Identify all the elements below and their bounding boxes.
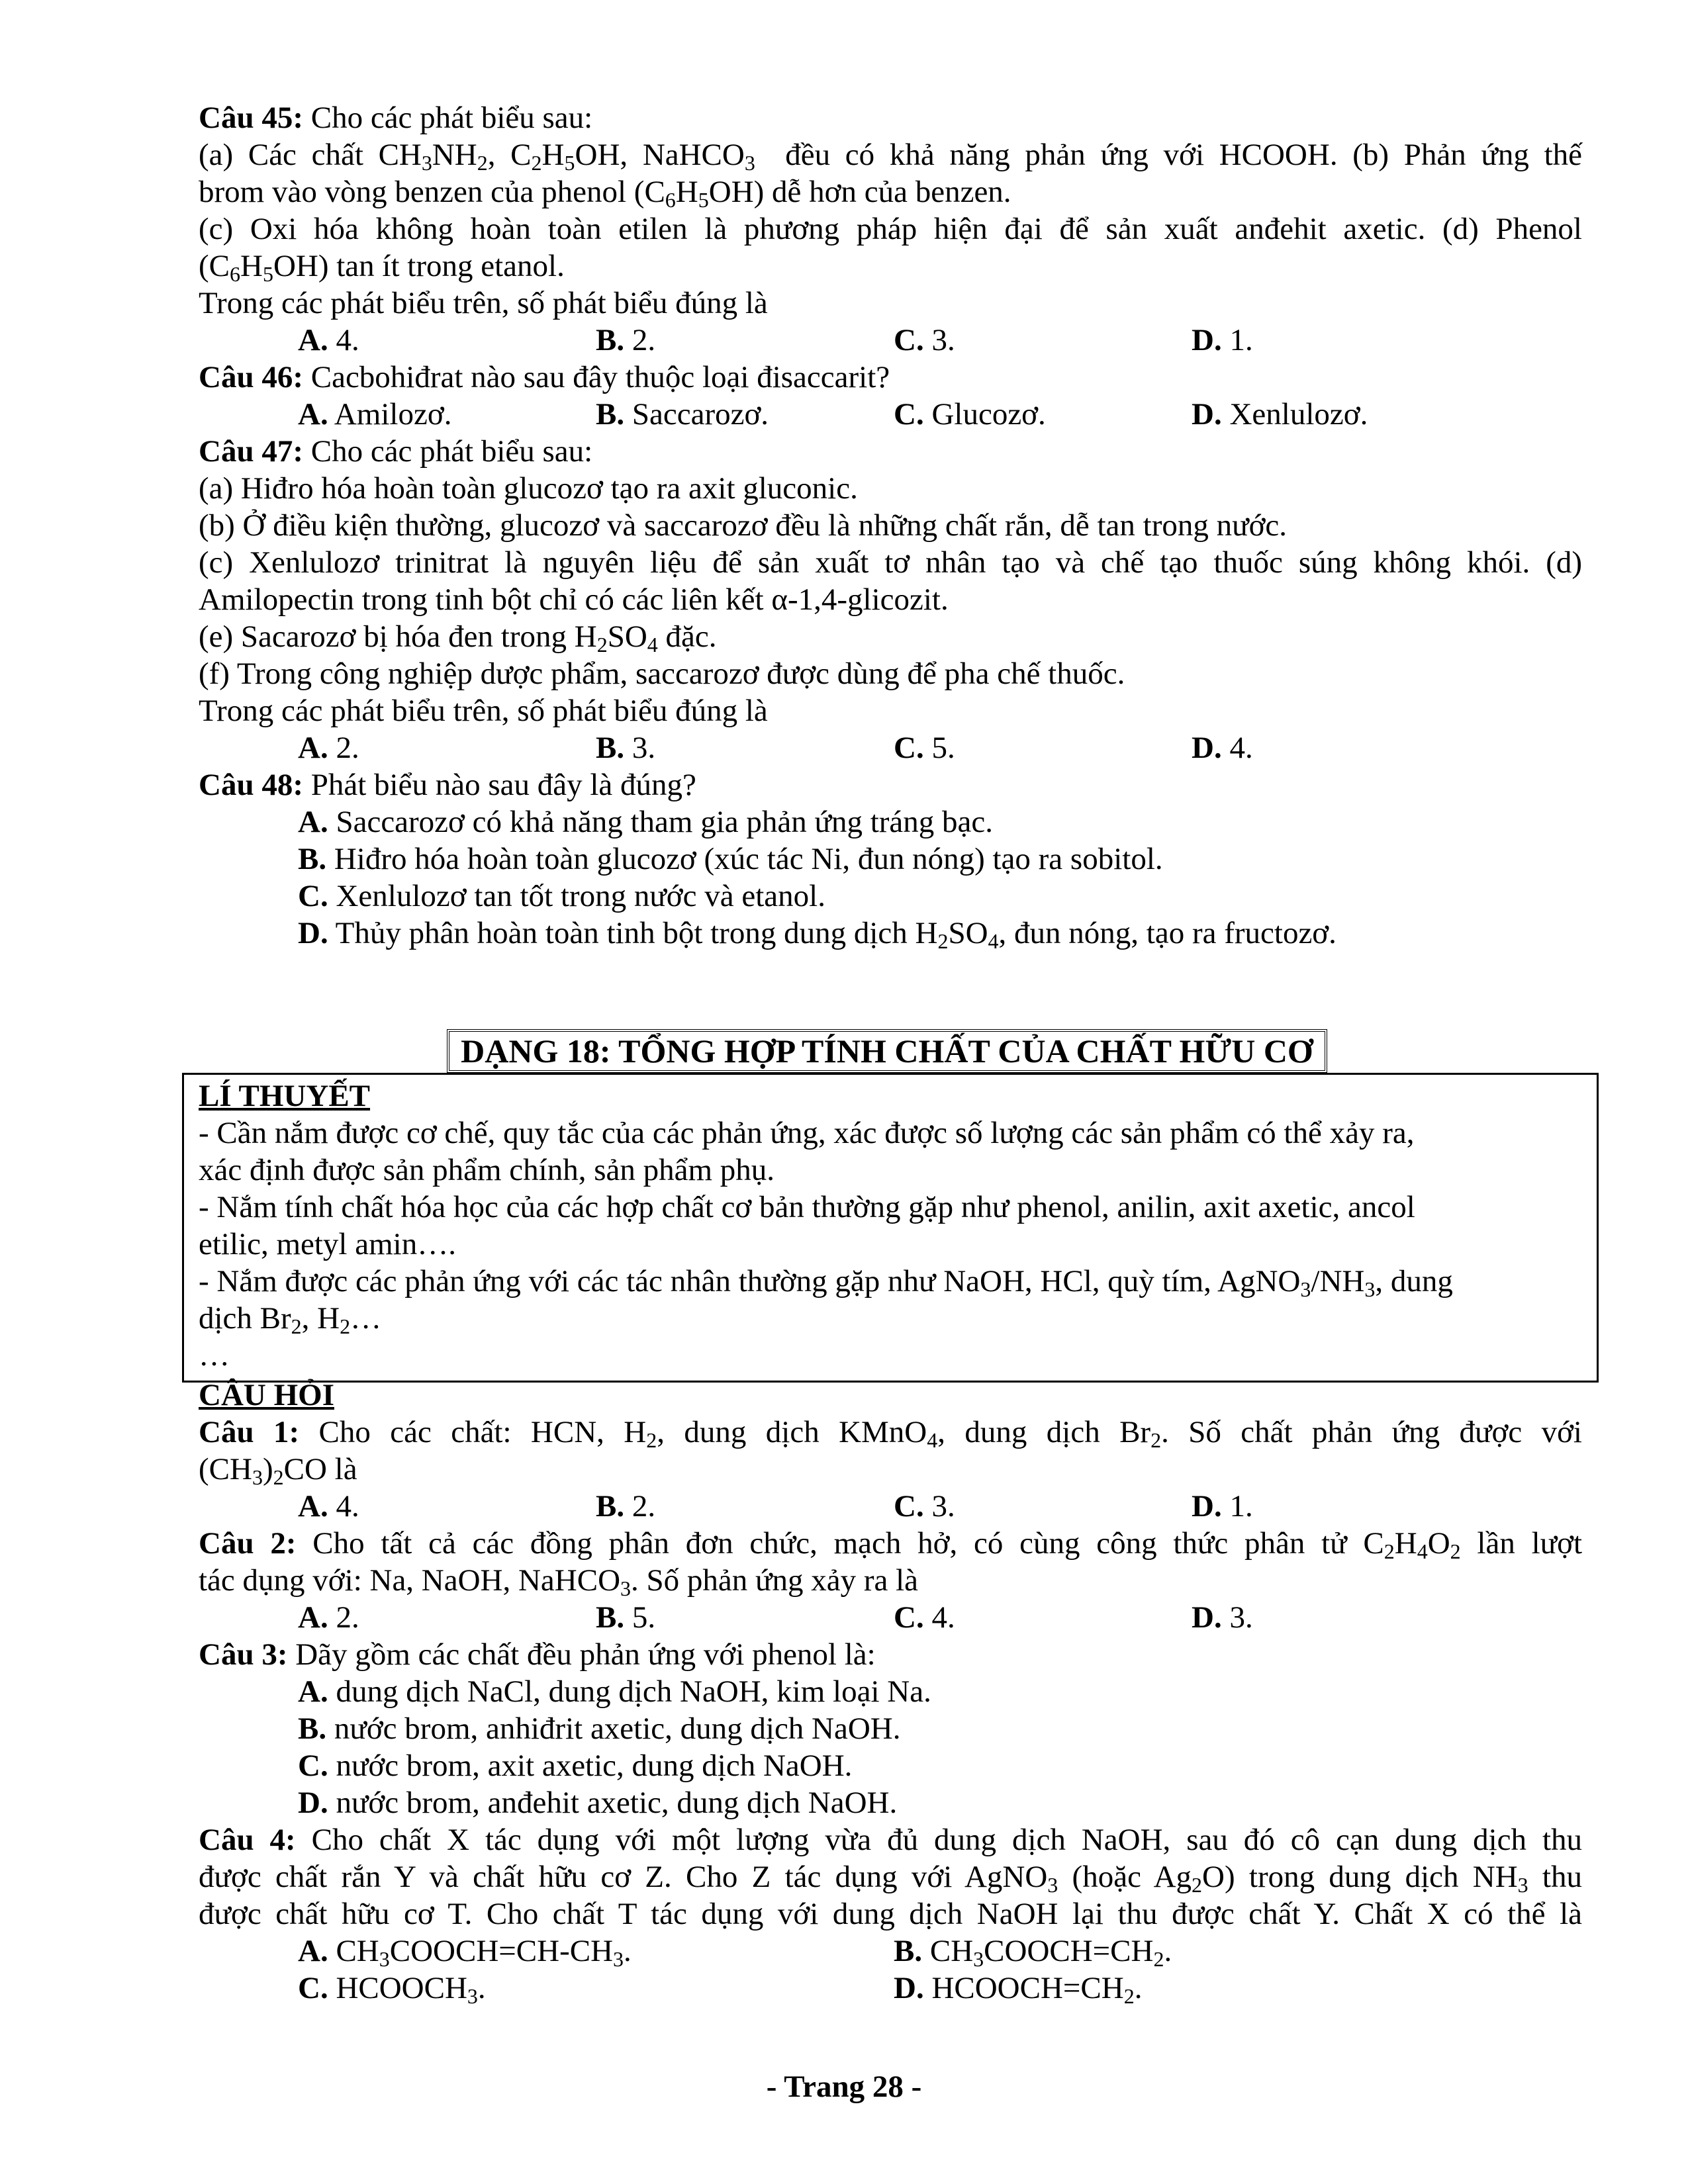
- c2-line-2: tác dụng với: Na, NaOH, NaHCO$_3$. Số phản ứng xảy ra là: [199, 1563, 919, 1600]
- q47-stem: Câu 47: Cho các phát biểu sau:: [199, 434, 593, 469]
- option-a: A. $CH_3COOCH=CH-CH_3$.: [298, 1934, 632, 1971]
- option-a: A. 2.: [298, 731, 359, 765]
- option-c: C. nước brom, axit axetic, dung dịch NaOH.: [298, 1749, 853, 1783]
- q45-stem: Câu 45: Cho các phát biểu sau:: [199, 101, 593, 135]
- theory-line: - Cần nắm được cơ chế, quy tắc của các phản ứng, xác được số lượng các sản phẩm có thể xảy ra,: [199, 1116, 1415, 1150]
- c4-line-1: Câu 4: Cho chất X tác dụng với một lượng vừa đủ dung dịch NaOH, sau đó cô cạn dung dịch thu: [199, 1823, 1582, 1857]
- c1-options: [199, 1488, 1582, 1525]
- q45-line-c: (c) Oxi hóa không hoàn toàn etilen là phương pháp hiện đại để sản xuất anđehit axetic. (d) Phenol: [199, 212, 1582, 246]
- option-a: A. Amilozơ.: [298, 397, 452, 432]
- option-c: C. $HCOOCH_3$.: [298, 1971, 486, 2008]
- c2-options: [199, 1599, 1582, 1636]
- q47-c: (c) Xenlulozơ trinitrat là nguyên liệu để sản xuất tơ nhân tạo và chế tạo thuốc súng không khói. (d): [199, 545, 1582, 580]
- c4-line-2: được chất rắn Y và chất hữu cơ Z. Cho Z tác dụng với AgNO$_3$ (hoặc $Ag_2O$) trong dung dịch $NH_3$ thu: [199, 1860, 1582, 1897]
- option-c: C. Glucozơ.: [894, 397, 1046, 432]
- q45-line-b: brom vào vòng benzen của phenol $(C_6H_5OH)$ dễ hơn của benzen.: [199, 175, 1011, 212]
- option-a: A. 2.: [298, 1600, 359, 1635]
- option-d: D. 1.: [1192, 323, 1253, 357]
- option-b: B. Hiđro hóa hoàn toàn glucozơ (xúc tác Ni, đun nóng) tạo ra sobitol.: [298, 842, 1163, 876]
- option-b: B. 2.: [596, 323, 656, 357]
- questions-block: [199, 1377, 1582, 2007]
- c4-options-row-1: [199, 1933, 1582, 1970]
- option-b: B. 3.: [596, 731, 656, 765]
- q47-e: (e) Sacarozơ bị hóa đen trong $H_2SO_4$ đặc.: [199, 619, 717, 657]
- q45-options: [199, 322, 1582, 359]
- option-a: A. Saccarozơ có khả năng tham gia phản ứng tráng bạc.: [298, 805, 994, 839]
- section-title: DẠNG 18: TỔNG HỢP TÍNH CHẤT CỦA CHẤT HỮU CƠ: [447, 1029, 1327, 1073]
- c4-options-row-2: [199, 1970, 1582, 2007]
- c4-line-3: được chất hữu cơ T. Cho chất T tác dụng với dung dịch NaOH lại thu được chất Y. Chất X có thể là: [199, 1897, 1582, 1931]
- option-c: C. Xenlulozơ tan tốt trong nước và etanol.: [298, 879, 825, 913]
- theory-line: - Nắm tính chất hóa học của các hợp chất cơ bản thường gặp như phenol, anilin, axit axetic, ancol: [199, 1190, 1415, 1224]
- option-d: D. 4.: [1192, 731, 1253, 765]
- c1-line-1: Câu 1: Cho các chất: HCN, $H_2$, dung dịch KMnO$_4$, dung dịch $Br_2$. Số chất phản ứng được với: [199, 1415, 1582, 1452]
- option-b: B. $CH_3COOCH=CH_2$.: [894, 1934, 1172, 1971]
- q47-a: (a) Hiđro hóa hoàn toàn glucozơ tạo ra axit gluconic.: [199, 471, 858, 506]
- q45-line-d: $(C_6H_5OH)$ tan ít trong etanol.: [199, 249, 565, 286]
- q45-ask: Trong các phát biểu trên, số phát biểu đúng là: [199, 286, 768, 320]
- option-d: D. 3.: [1192, 1600, 1253, 1635]
- option-a: A. dung dịch NaCl, dung dịch NaOH, kim loại Na.: [298, 1674, 931, 1709]
- option-c: C. 5.: [894, 731, 955, 765]
- option-b: B. nước brom, anhiđrit axetic, dung dịch NaOH.: [298, 1711, 901, 1746]
- theory-line: …: [199, 1338, 230, 1373]
- theory-box: [182, 1073, 1599, 1383]
- option-d: D. nước brom, anđehit axetic, dung dịch NaOH.: [298, 1786, 898, 1820]
- option-d: D. 1.: [1192, 1489, 1253, 1524]
- q45-line-a: (a) Các chất $CH_3NH_2$, $C_2H_5OH$, NaHCO$_3$ đều có khả năng phản ứng với HCOOH. (b) Phản ứng thế: [199, 138, 1582, 175]
- q47-f: (f) Trong công nghiệp dược phẩm, saccarozơ được dùng để pha chế thuốc.: [199, 657, 1125, 691]
- theory-line: dịch $Br_2$, $H_2\dots$: [199, 1301, 382, 1338]
- q47-b: (b) Ở điều kiện thường, glucozơ và saccarozơ đều là những chất rắn, dễ tan trong nước.: [199, 508, 1288, 543]
- q46-stem: Câu 46: Cacbohiđrat nào sau đây thuộc loại đisaccarit?: [199, 360, 890, 394]
- theory-line: xác định được sản phẩm chính, sản phẩm phụ.: [199, 1153, 775, 1187]
- q48-stem: Câu 48: Phát biểu nào sau đây là đúng?: [199, 768, 696, 802]
- page-content: [199, 99, 1582, 952]
- q46-options: [199, 396, 1582, 433]
- option-a: A. 4.: [298, 323, 359, 357]
- option-d: D. $HCOOCH=CH_2$.: [894, 1971, 1143, 2008]
- option-b: B. 5.: [596, 1600, 656, 1635]
- option-c: C. 3.: [894, 323, 955, 357]
- c1-line-2: $(CH_3)_2CO$ là: [199, 1452, 357, 1489]
- questions-heading: CÂU HỎI: [199, 1378, 334, 1412]
- theory-line: - Nắm được các phản ứng với các tác nhân thường gặp như NaOH, HCl, quỳ tím, $AgNO_3/NH_3$, dung: [199, 1264, 1453, 1301]
- theory-heading: LÍ THUYẾT: [199, 1079, 371, 1113]
- q47-d: Amilopectin trong tinh bột chỉ có các liên kết α-1,4-glicozit.: [199, 582, 949, 617]
- page-footer: - Trang 28 -: [766, 2070, 922, 2104]
- option-c: C. 4.: [894, 1600, 955, 1635]
- option-b: B. 2.: [596, 1489, 656, 1524]
- option-a: A. 4.: [298, 1489, 359, 1524]
- c2-line-1: Câu 2: Cho tất cả các đồng phân đơn chức, mạch hở, có cùng công thức phân tử $C_2H_4O_2$ lần lượt: [199, 1526, 1583, 1563]
- option-b: B. Saccarozơ.: [596, 397, 769, 432]
- theory-line: etilic, metyl amin….: [199, 1227, 456, 1261]
- c3-stem: Câu 3: Dãy gồm các chất đều phản ứng với phenol là:: [199, 1637, 876, 1672]
- option-d: D. Xenlulozơ.: [1192, 397, 1368, 432]
- option-c: C. 3.: [894, 1489, 955, 1524]
- q47-options: [199, 729, 1582, 766]
- q47-ask: Trong các phát biểu trên, số phát biểu đúng là: [199, 694, 768, 728]
- option-d: D. Thủy phân hoàn toàn tinh bột trong dung dịch $H_2SO_4$, đun nóng, tạo ra fructozơ.: [298, 916, 1336, 953]
